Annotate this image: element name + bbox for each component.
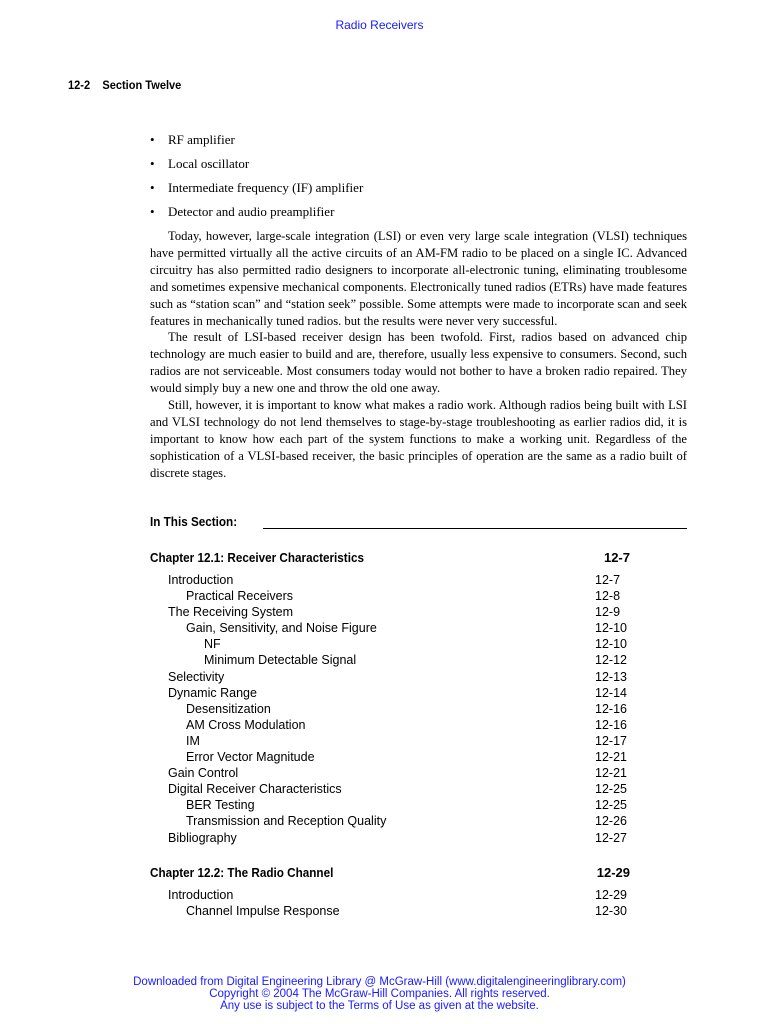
toc-entry-text: Gain, Sensitivity, and Noise Figure — [186, 621, 377, 636]
toc-entry[interactable] — [150, 686, 630, 702]
toc-entry-text: Introduction — [168, 573, 234, 587]
bullet-marker: • — [150, 180, 155, 195]
toc-entry-page: 12-30 — [595, 904, 627, 919]
footer-download-link[interactable]: Downloaded from Digital Engineering Library @ McGraw-Hill (www.digitalengineeringlibrary.com) — [133, 976, 626, 988]
toc-entry[interactable] — [150, 750, 630, 766]
toc-entry-page: 12-10 — [595, 637, 627, 652]
bullet-item — [150, 131, 363, 155]
toc-entry-page: 12-25 — [595, 798, 627, 813]
toc-entry-page: 12-10 — [595, 621, 627, 636]
bullet-marker: • — [150, 156, 155, 171]
chapter-block — [150, 550, 630, 847]
toc-entry-page: 12-26 — [595, 814, 627, 829]
toc-entry-text: Gain Control — [168, 766, 239, 781]
toc-entry-page: 12-16 — [595, 701, 627, 716]
toc-entry-text: Bibliography — [168, 830, 237, 845]
toc-entry-text: Channel Impulse Response — [186, 904, 340, 919]
toc-entry-page: 12-8 — [595, 589, 621, 604]
bullet-item — [150, 179, 363, 203]
toc-entry-page: 12-13 — [595, 669, 627, 684]
toc-entry-text: BER Testing — [186, 798, 255, 813]
toc-entry-text: Desensitization — [186, 701, 271, 716]
chapter-title-row[interactable] — [150, 865, 630, 885]
bullet-item — [150, 203, 363, 227]
toc-entry-text: AM Cross Modulation — [186, 717, 306, 732]
toc-entry[interactable] — [150, 831, 630, 847]
toc-entry-page: 12-17 — [595, 733, 627, 748]
bullet-marker: • — [150, 204, 155, 219]
bullet-item — [150, 155, 363, 179]
section-label: In This Section: — [150, 514, 238, 529]
toc-entry-text: Selectivity — [168, 669, 225, 684]
toc-entry-text: Error Vector Magnitude — [186, 750, 315, 765]
chapter-title-row[interactable] — [150, 550, 630, 570]
toc-entry-text: Dynamic Range — [168, 685, 257, 700]
toc-entry[interactable] — [150, 573, 630, 589]
toc-entry[interactable] — [150, 605, 630, 621]
toc-entry-text: IM — [186, 733, 200, 748]
toc-entry-page: 12-7 — [595, 573, 621, 587]
toc-entry[interactable] — [150, 653, 630, 669]
toc-entry-text: Transmission and Reception Quality — [186, 814, 387, 829]
toc-entry[interactable] — [150, 798, 630, 814]
footer-terms: Any use is subject to the Terms of Use as given at the website. — [220, 1000, 539, 1012]
toc-entry-page: 12-16 — [595, 717, 627, 732]
toc-entry[interactable] — [150, 670, 630, 686]
toc-entry[interactable] — [150, 637, 630, 653]
toc-entry-page: 12-14 — [595, 685, 627, 700]
toc-entry[interactable] — [150, 621, 630, 637]
toc-entry-text: Introduction — [168, 888, 234, 902]
bullet-text: Intermediate frequency (IF) amplifier — [168, 180, 364, 195]
toc-entry-page: 12-9 — [595, 605, 621, 620]
chapter-page: 12-29 — [596, 865, 630, 880]
bullet-text: Local oscillator — [168, 156, 250, 171]
chapter-page: 12-7 — [603, 550, 630, 565]
toc-entry[interactable] — [150, 782, 630, 798]
toc-entry-page: 12-12 — [595, 653, 627, 668]
toc-entry-text: Minimum Detectable Signal — [204, 653, 357, 668]
toc-entry[interactable] — [150, 702, 630, 718]
toc-entry-text: Digital Receiver Characteristics — [168, 782, 342, 797]
toc-entry[interactable] — [150, 718, 630, 734]
bullet-marker: • — [150, 132, 155, 147]
page-footer — [0, 976, 759, 1012]
chapter-block — [150, 865, 630, 920]
body-text — [150, 228, 687, 482]
toc-entry-page: 12-25 — [595, 782, 627, 797]
bullet-text: RF amplifier — [168, 132, 235, 147]
body-paragraph: Today, however, large-scale integration (LSI) or even very large scale integration (VLSI) techniques have permitted virtually all the active circuits of an AM-FM radio to be placed on a single IC. Advanced circuitry has also permitted radio designers to incorporate all-electronic tuning, eliminating troublesome and sometimes expensive mechanical components. Electronically tuned radios (ETRs) have made features such as “station scan” and “station seek” possible. Some attempts were made to incorporate scan and seek features in mechanically tuned radios. but the results were never very successful. — [150, 229, 687, 328]
bullet-text: Detector and audio preamplifier — [168, 204, 335, 219]
toc-entry-page: 12-29 — [595, 888, 627, 902]
chapter-title: Chapter 12.1: Receiver Characteristics — [150, 550, 364, 565]
toc-entry[interactable] — [150, 904, 630, 920]
toc-entry[interactable] — [150, 888, 630, 904]
toc-entry-text: Practical Receivers — [186, 589, 293, 604]
toc-entry[interactable] — [150, 814, 630, 830]
section-rule — [263, 528, 687, 529]
toc-entry-text: NF — [204, 637, 221, 652]
running-head: 12-2 Section Twelve — [68, 78, 182, 92]
toc-entry[interactable] — [150, 734, 630, 750]
toc-entry-text: The Receiving System — [168, 605, 294, 620]
body-paragraph: Still, however, it is important to know what makes a radio work. Although radios being built with LSI and VLSI technology do not lend themselves to stage-by-stage troubleshooting as earlier radios did, it is important to know how each part of the system functions to make a working unit. Regardless of the sophistication of a VLSI-based receiver, the basic principles of operation are the same as a radio built of discrete stages. — [150, 398, 687, 480]
chapter-title: Chapter 12.2: The Radio Channel — [150, 865, 334, 880]
toc-entry[interactable] — [150, 766, 630, 782]
page-banner: Radio Receivers — [335, 18, 424, 32]
body-paragraph: The result of LSI-based receiver design has been twofold. First, radios based on advanced chip technology are much easier to build and are, therefore, usually less expensive to consumers. Second, such radios are not serviceable. Most consumers today would not bother to have a broken radio repaired. They would simply buy a new one and throw the old one away. — [150, 330, 687, 396]
toc-entry-page: 12-27 — [595, 830, 627, 845]
footer-copyright: Copyright © 2004 The McGraw-Hill Companies. All rights reserved. — [209, 988, 550, 1000]
toc-entry-page: 12-21 — [595, 750, 627, 765]
bullet-list — [150, 131, 363, 227]
toc-entry[interactable] — [150, 589, 630, 605]
toc-entry-page: 12-21 — [595, 766, 627, 781]
in-this-section-heading — [150, 514, 687, 532]
